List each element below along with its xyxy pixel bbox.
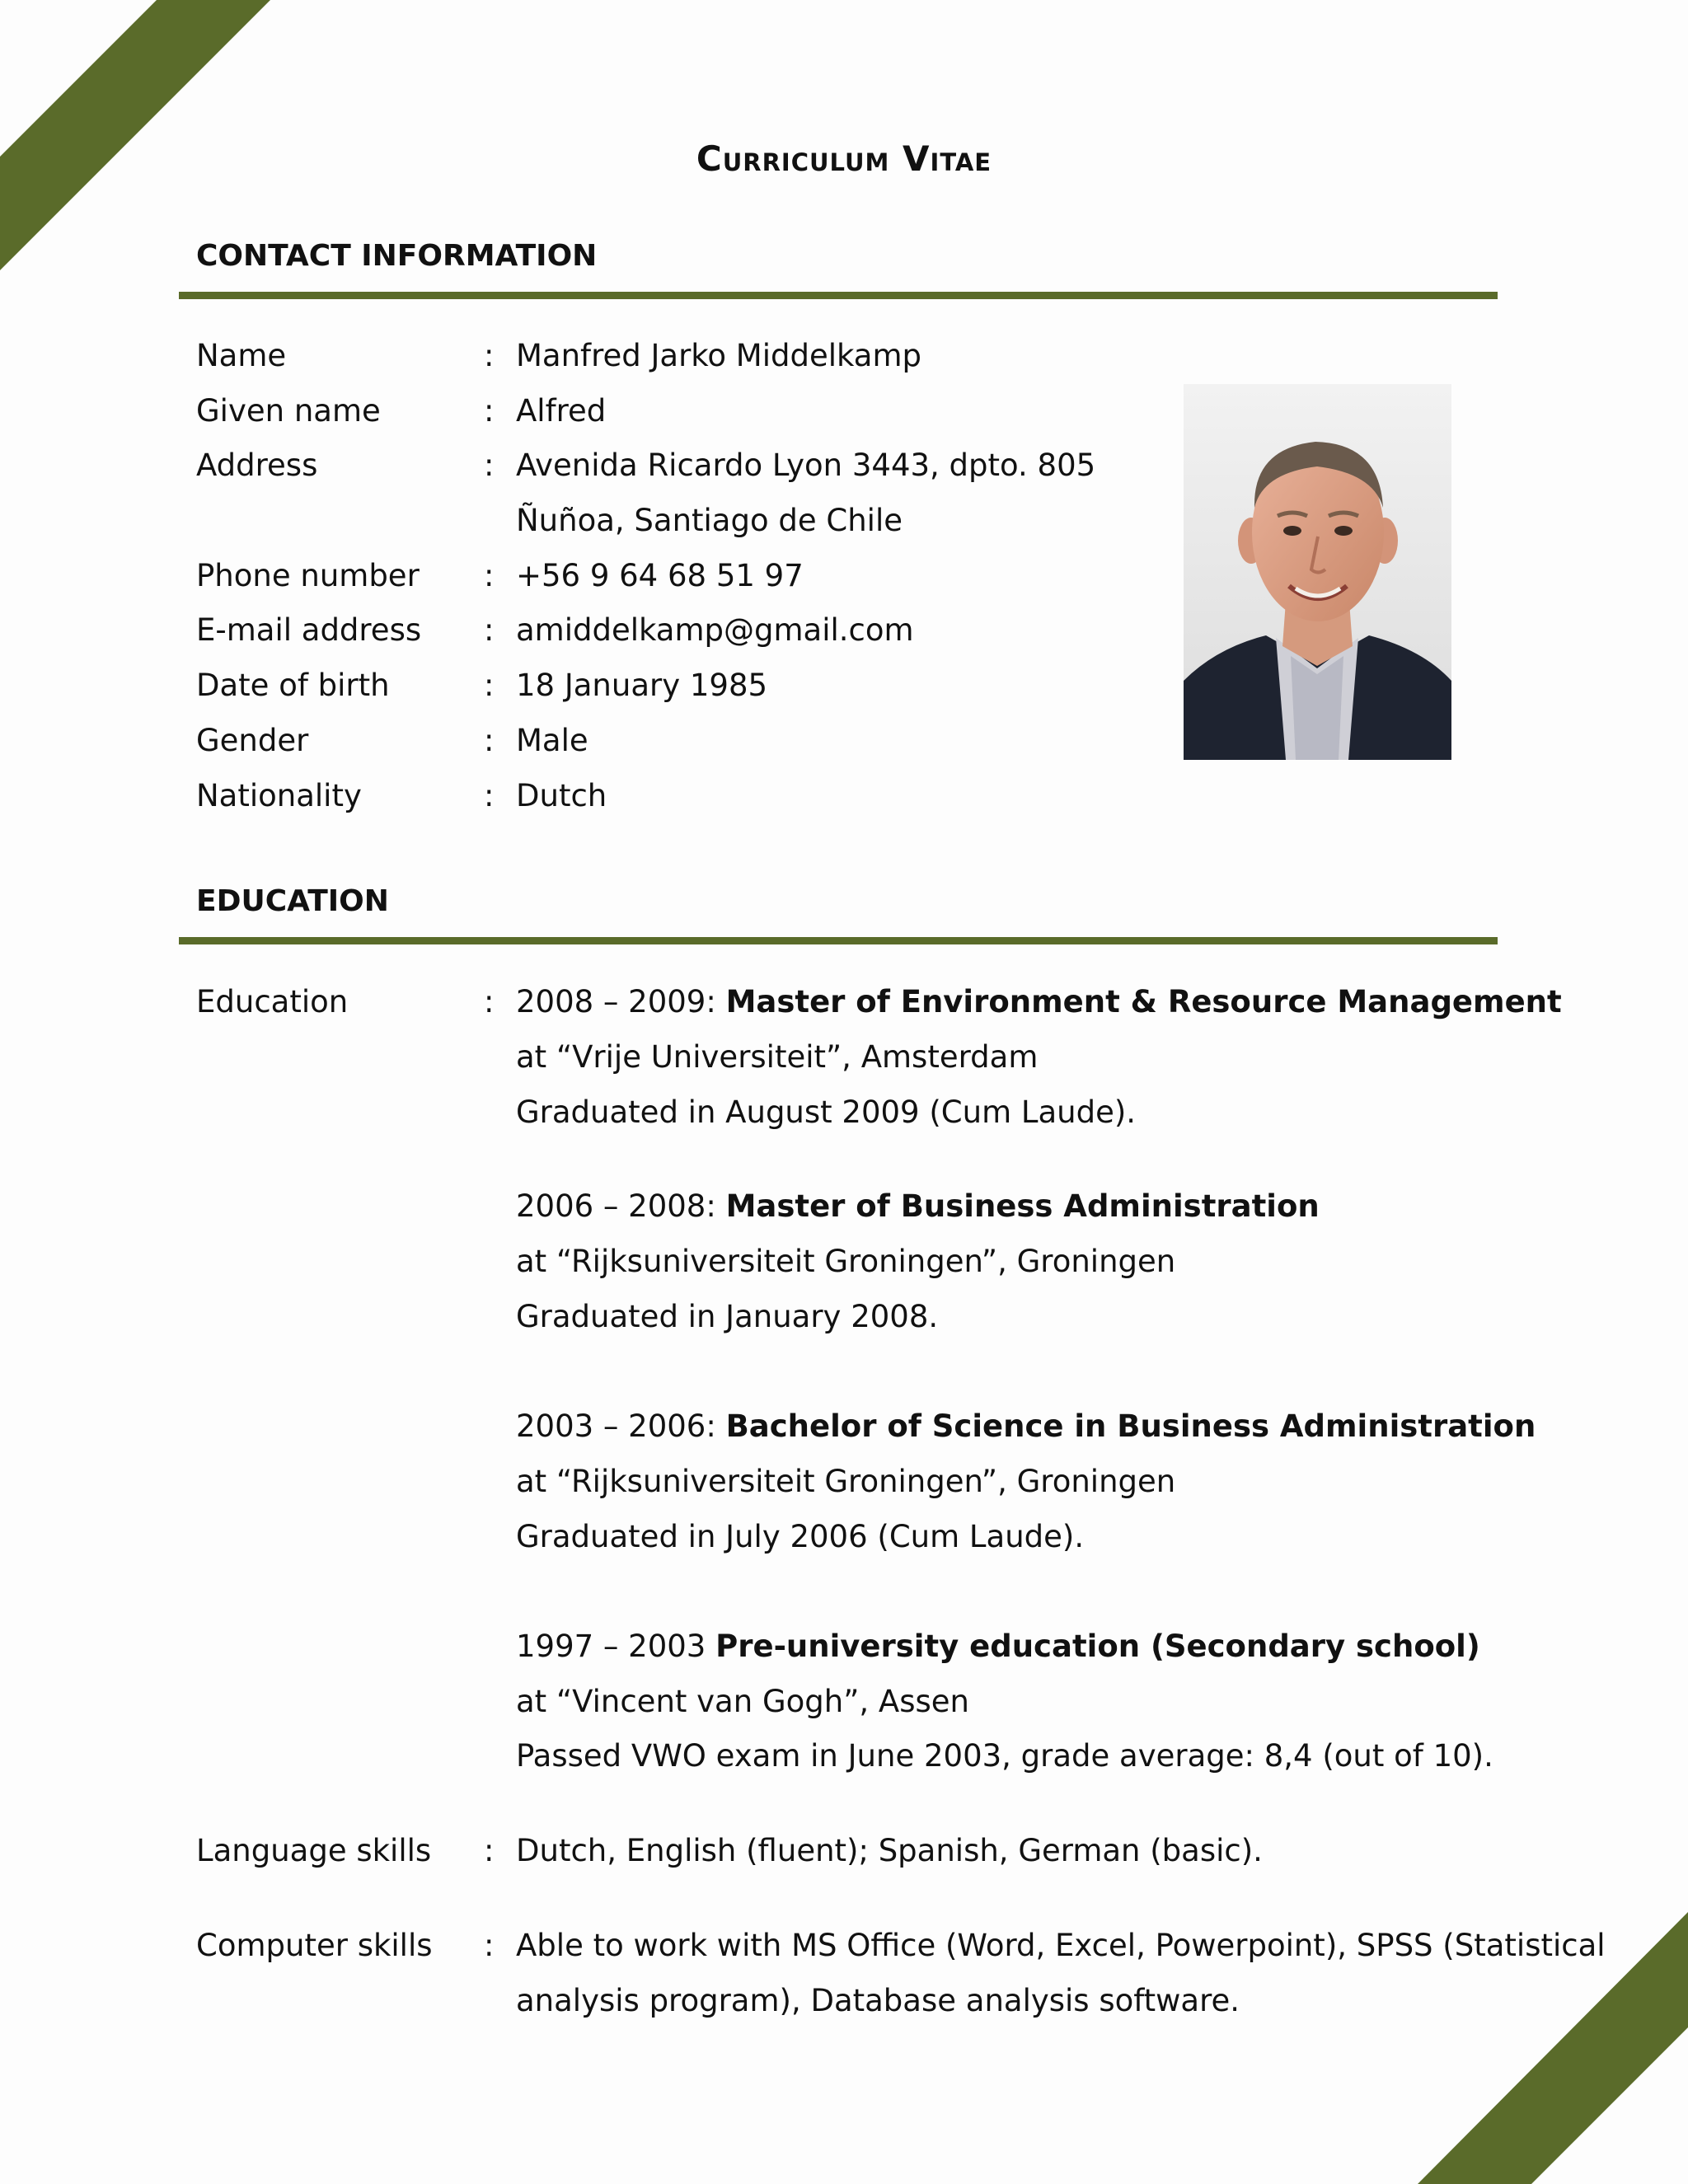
contact-row-name [0,331,1688,381]
education-label: Education [196,984,349,1019]
separator: : [484,984,495,1019]
education-section-divider [179,937,1498,944]
computer-skills-line1: Able to work with MS Office (Word, Excel, Powerpoint), SPSS (Statistical [516,1928,1606,1963]
computer-skills-row [0,1921,1688,1971]
language-skills-value: Dutch, English (fluent); Spanish, German (basic). [516,1833,1263,1868]
education-note-row [0,1512,1688,1562]
email-value: amiddelkamp@gmail.com [516,612,914,648]
language-skills-row [0,1826,1688,1876]
education-institution: at “Rijksuniversiteit Groningen”, Groningen [516,1244,1176,1279]
education-institution: at “Vincent van Gogh”, Assen [516,1684,969,1719]
dob-label: Date of birth [196,668,390,703]
computer-skills-label: Computer skills [196,1928,433,1963]
education-note-row [0,1292,1688,1342]
education-note: Graduated in January 2008. [516,1299,939,1334]
name-label: Name [196,338,287,373]
education-degree-line [516,1182,1320,1231]
education-institution-row [0,1457,1688,1507]
education-entry [0,977,1688,1027]
education-institution-row [0,1677,1688,1727]
education-note: Passed VWO exam in June 2003, grade average: 8,4 (out of 10). [516,1738,1493,1774]
separator: : [484,1833,495,1868]
education-entry [0,1402,1688,1451]
separator: : [484,723,495,758]
separator: : [484,393,495,429]
nationality-value: Dutch [516,778,607,813]
education-note-row [0,1088,1688,1137]
computer-skills-row-cont [0,1976,1688,2026]
address-label: Address [196,448,318,483]
education-degree: Pre-university education (Secondary school) [715,1629,1480,1664]
education-section-heading: EDUCATION [196,884,389,918]
gender-value: Male [516,723,588,758]
nationality-label: Nationality [196,778,362,813]
contact-section-heading: CONTACT INFORMATION [196,239,598,273]
address-line1: Avenida Ricardo Lyon 3443, dpto. 805 [516,448,1096,483]
education-degree-line [516,977,1562,1027]
address-line2: Ñuñoa, Santiago de Chile [516,503,903,538]
education-entry [0,1622,1688,1671]
given-name-value: Alfred [516,393,607,429]
separator: : [484,338,495,373]
phone-label: Phone number [196,558,420,593]
education-degree-line [516,1402,1536,1451]
education-degree: Master of Business Administration [725,1188,1320,1224]
name-value: Manfred Jarko Middelkamp [516,338,921,373]
contact-row-nationality [0,771,1688,821]
separator: : [484,778,495,813]
person-photo-icon [1184,384,1451,760]
education-period: 1997 – 2003 [516,1629,716,1664]
page-title: Curriculum Vitae [696,138,992,179]
separator: : [484,668,495,703]
education-institution: at “Rijksuniversiteit Groningen”, Groningen [516,1464,1176,1499]
phone-value: +56 9 64 68 51 97 [516,558,804,593]
education-degree: Bachelor of Science in Business Administration [725,1408,1536,1444]
education-note-row [0,1732,1688,1781]
corner-stripe-top-left [0,0,272,272]
separator: : [484,1928,495,1963]
gender-label: Gender [196,723,309,758]
education-degree: Master of Environment & Resource Management [725,984,1562,1019]
email-label: E-mail address [196,612,422,648]
education-note: Graduated in August 2009 (Cum Laude). [516,1094,1137,1130]
education-institution-row [0,1033,1688,1082]
dob-value: 18 January 1985 [516,668,768,703]
education-institution-row [0,1237,1688,1286]
education-entry [0,1182,1688,1231]
education-period: 2003 – 2006: [516,1408,726,1444]
separator: : [484,612,495,648]
education-period: 2008 – 2009: [516,984,726,1019]
education-period: 2006 – 2008: [516,1188,726,1224]
separator: : [484,558,495,593]
education-institution: at “Vrije Universiteit”, Amsterdam [516,1039,1039,1075]
given-name-label: Given name [196,393,381,429]
profile-photo [1184,384,1451,760]
language-skills-label: Language skills [196,1833,432,1868]
contact-section-divider [179,292,1498,299]
separator: : [484,448,495,483]
computer-skills-line2: analysis program), Database analysis software. [516,1983,1240,2018]
education-degree-line [516,1622,1480,1671]
education-note: Graduated in July 2006 (Cum Laude). [516,1519,1085,1554]
